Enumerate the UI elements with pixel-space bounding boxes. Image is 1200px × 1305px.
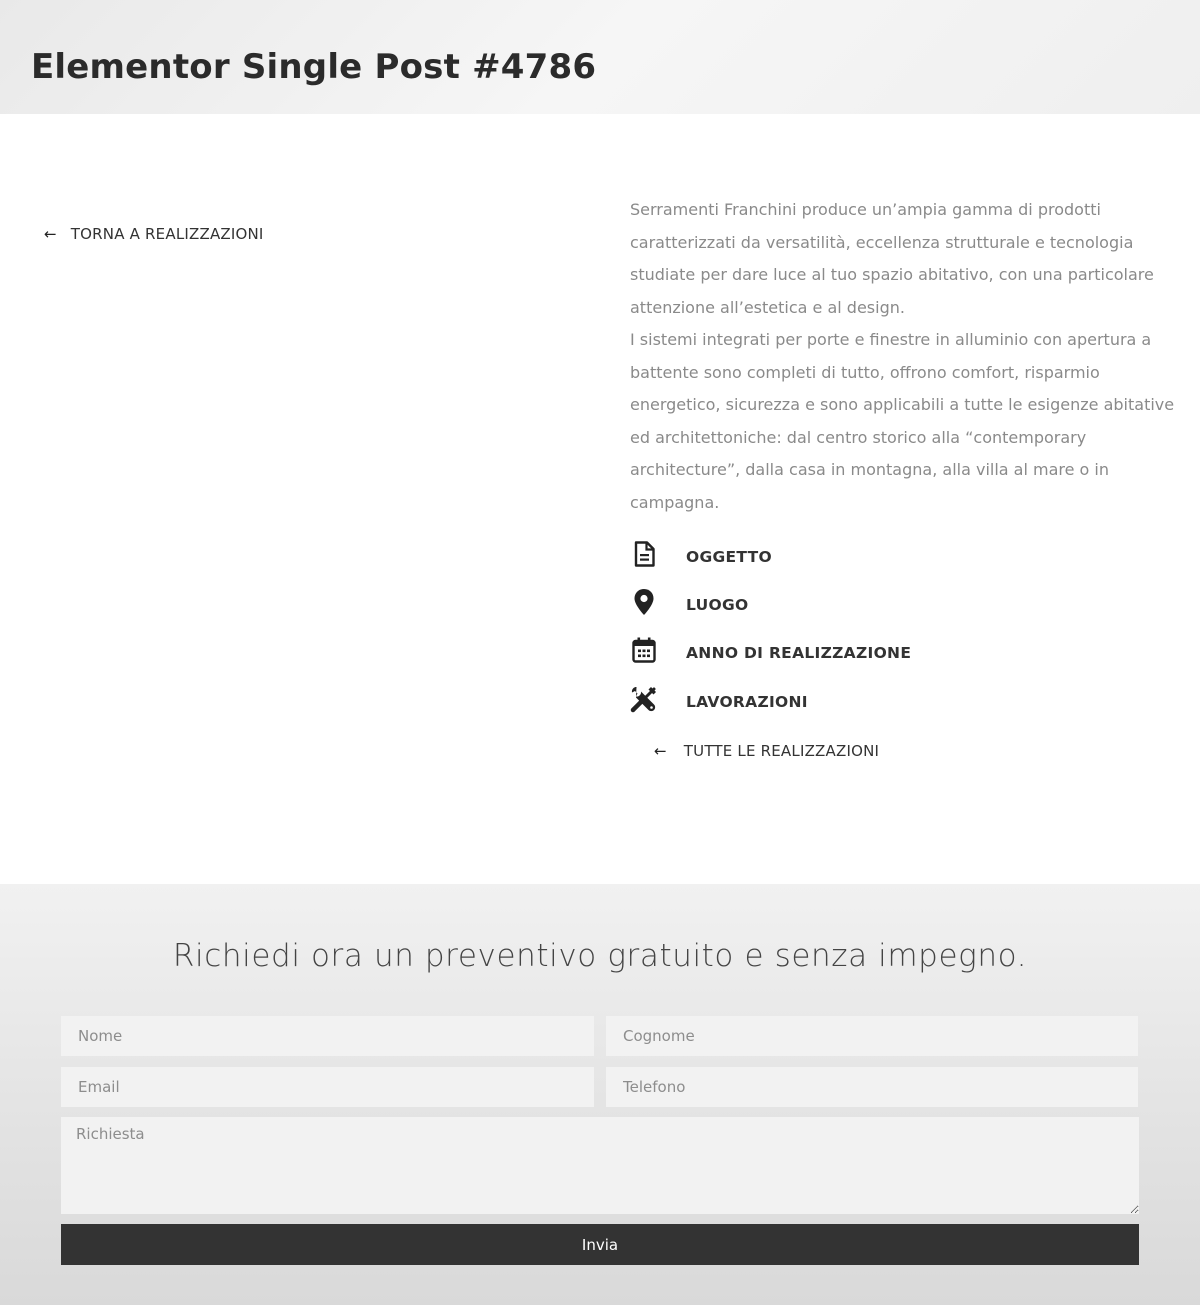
- email-input[interactable]: [61, 1067, 594, 1107]
- page-title: Elementor Single Post #4786: [31, 47, 597, 87]
- calendar-icon: [630, 636, 658, 664]
- quote-request-section: [0, 884, 1200, 1305]
- all-projects-label: TUTTE LE REALIZZAZIONI: [683, 742, 880, 760]
- document-icon: [630, 540, 658, 568]
- meta-label-oggetto: OGGETTO: [686, 548, 772, 566]
- quote-form-title: Richiedi ora un preventivo gratuito e senza impegno.: [172, 938, 1028, 974]
- page-header: [0, 0, 1200, 114]
- meta-item-oggetto: [630, 536, 1030, 576]
- project-description: [630, 194, 1175, 519]
- meta-item-luogo: [630, 584, 1030, 624]
- phone-input[interactable]: [606, 1067, 1138, 1107]
- meta-item-lavorazioni: [630, 681, 1030, 721]
- arrow-left-icon: ←: [654, 741, 667, 760]
- meta-item-anno: [630, 632, 1030, 672]
- back-to-projects-label: TORNA A REALIZZAZIONI: [70, 225, 264, 243]
- meta-label-luogo: LUOGO: [686, 596, 749, 614]
- meta-label-lavorazioni: LAVORAZIONI: [686, 693, 808, 711]
- description-paragraph-1: Serramenti Franchini produce un’ampia gamma di prodotti caratterizzati da versatilità, eccellenza strutturale e tecnologia studiate per dare luce al tuo spazio abitativo, con una particolare attenzione all’estetica e al design.: [630, 200, 1154, 317]
- request-textarea[interactable]: [61, 1117, 1139, 1214]
- back-to-projects-link[interactable]: [44, 225, 264, 243]
- submit-button[interactable]: Invia: [61, 1224, 1139, 1265]
- last-name-input[interactable]: [606, 1016, 1138, 1056]
- meta-label-anno: ANNO DI REALIZZAZIONE: [686, 644, 912, 662]
- all-projects-link[interactable]: [654, 742, 879, 760]
- description-paragraph-2: I sistemi integrati per porte e finestre in alluminio con apertura a battente sono completi di tutto, offrono comfort, risparmio energetico, sicurezza e sono applicabili a tutte le esigenze abitative ed architettoniche: dal centro storico alla “contemporary architecture”, dalla casa in montagna, alla villa al mare o in campagna.: [630, 330, 1175, 512]
- first-name-input[interactable]: [61, 1016, 594, 1056]
- arrow-left-icon: ←: [44, 224, 57, 243]
- map-marker-icon: [630, 588, 658, 616]
- tools-icon: [630, 685, 658, 713]
